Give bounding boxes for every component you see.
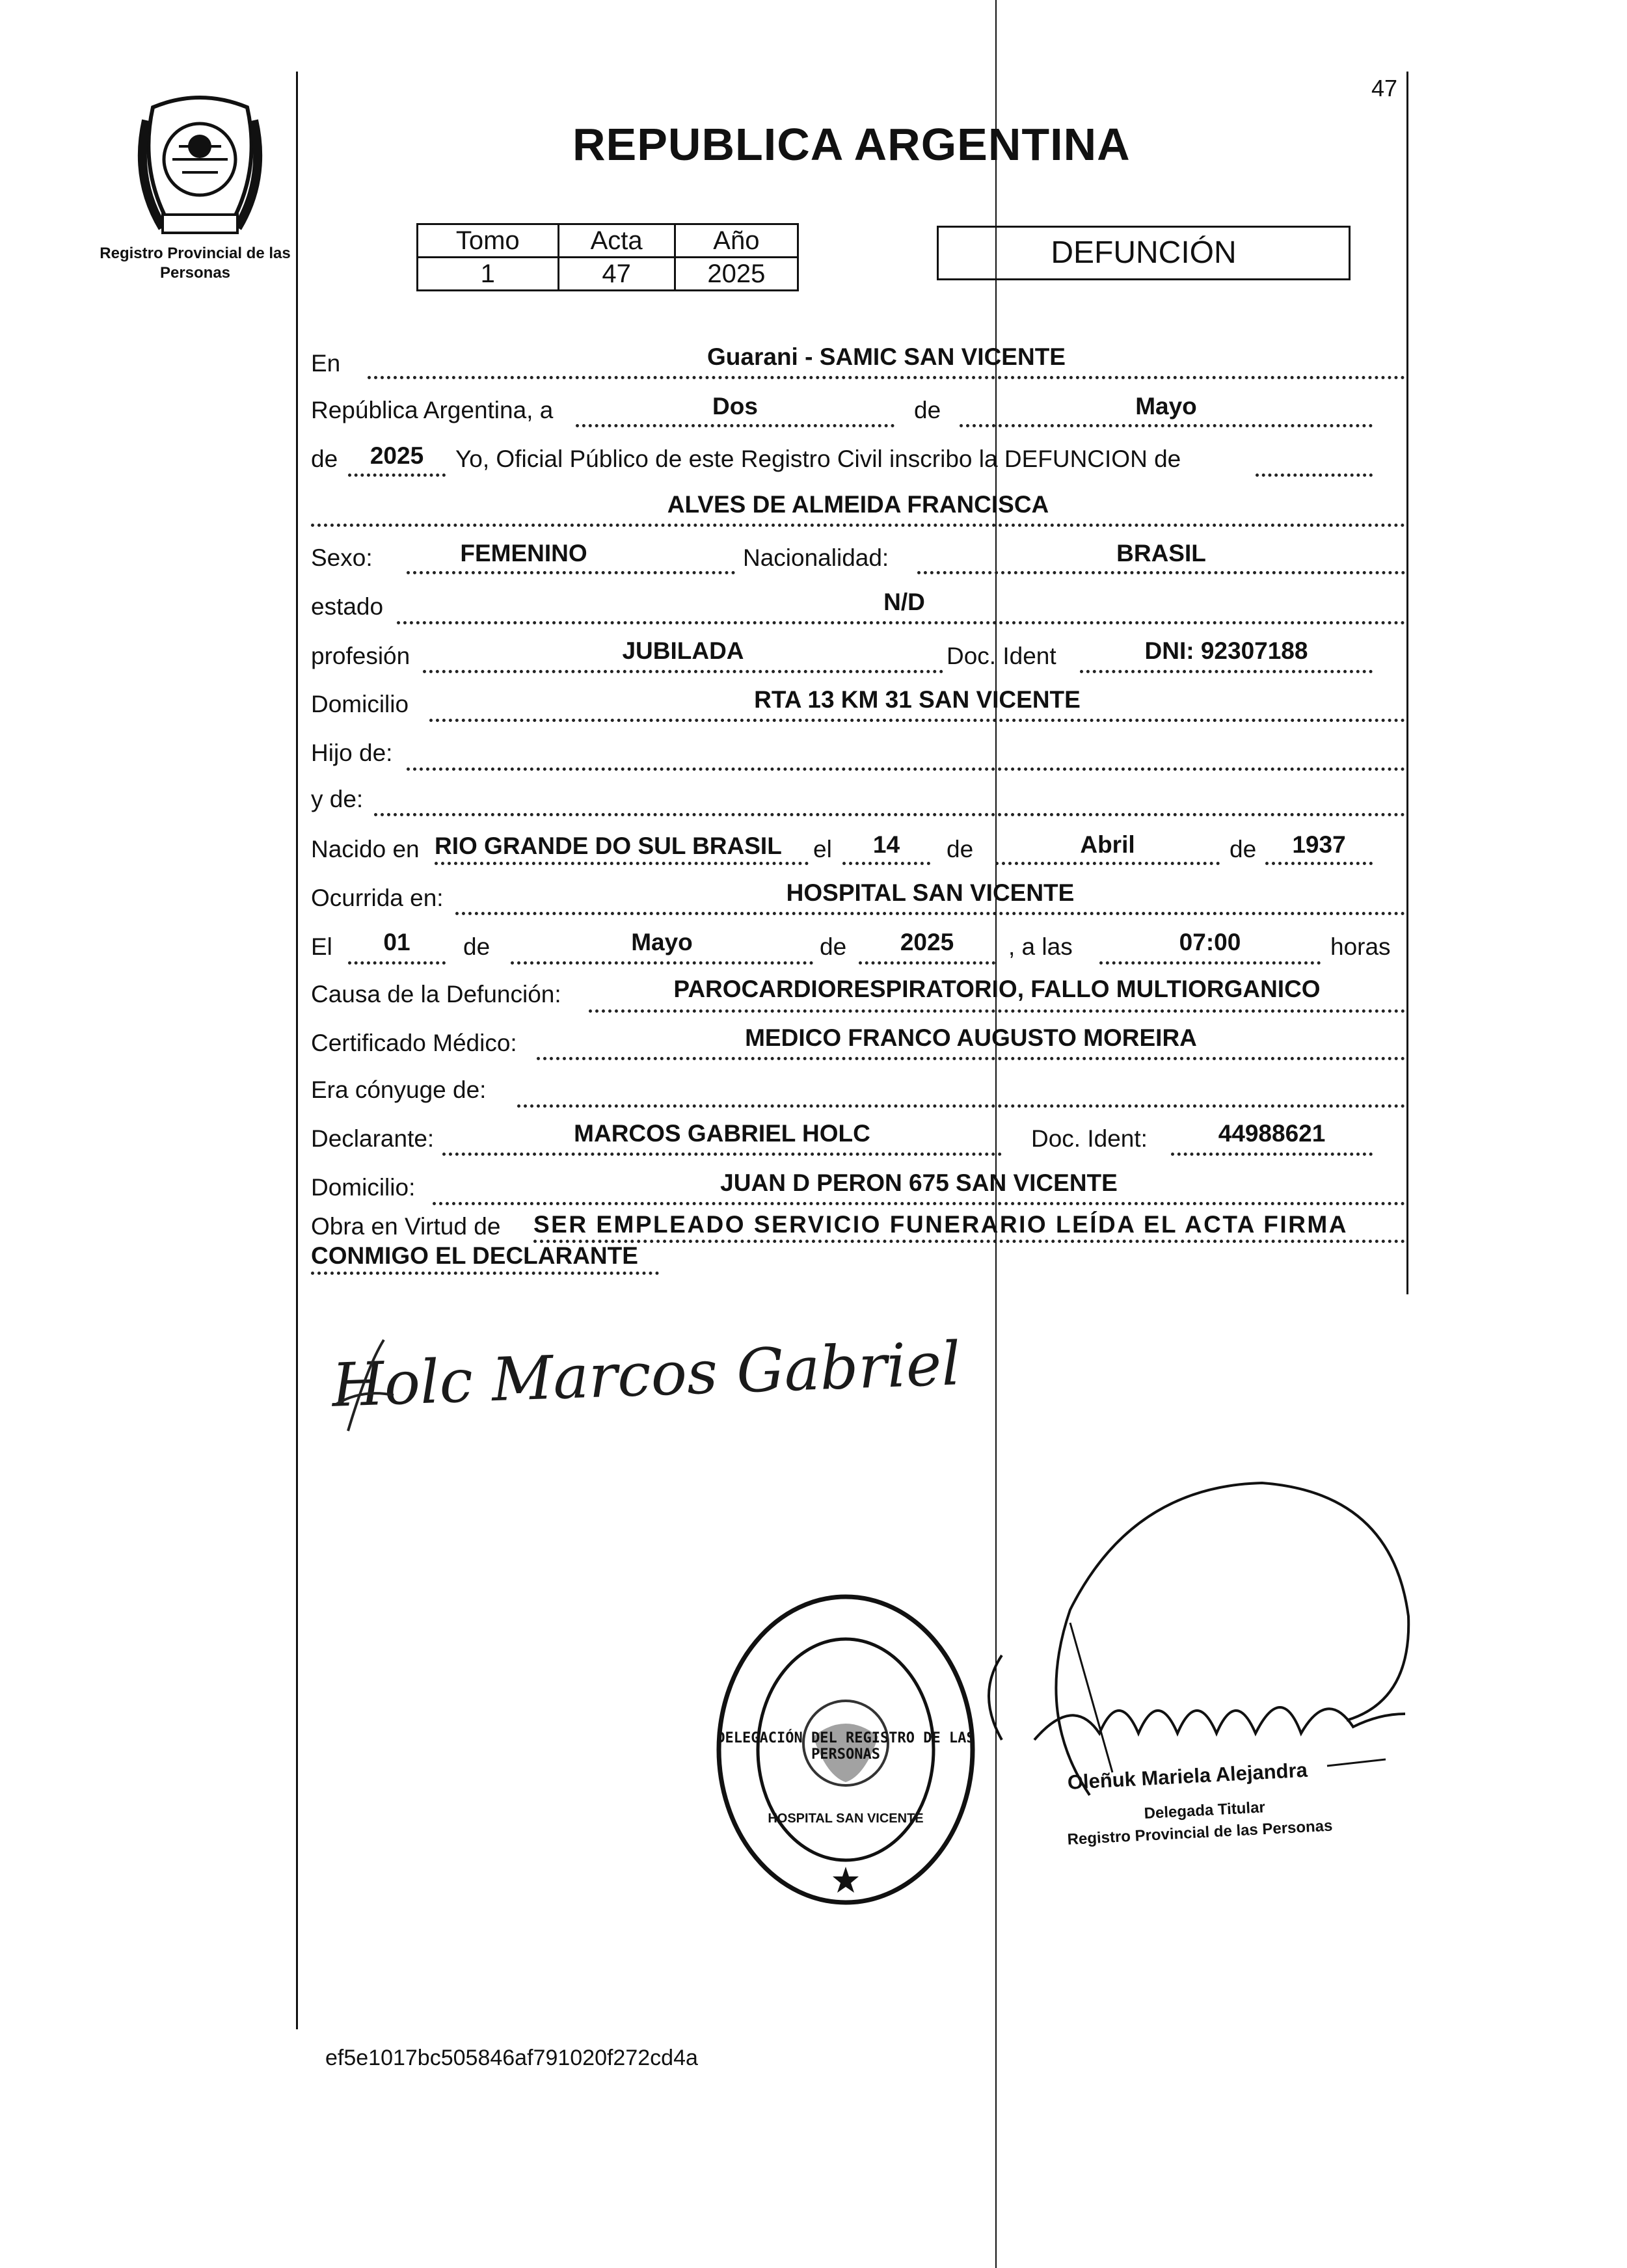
muerte-mes-line: [511, 961, 813, 965]
anio-value: 2025: [370, 442, 424, 469]
nombre-value: ALVES DE ALMEIDA FRANCISCA: [667, 491, 1049, 518]
muerte-dia-line: [348, 961, 446, 965]
doc-value: DNI: 92307188: [1144, 637, 1308, 664]
hora-value: 07:00: [1179, 929, 1241, 955]
declarante-line: [442, 1153, 1002, 1156]
declarante-label: Declarante:: [311, 1125, 435, 1152]
nacionalidad-label: Nacionalidad:: [743, 544, 889, 571]
muerte-mes: Mayo: [631, 929, 693, 955]
republica-label: República Argentina, a: [311, 397, 554, 423]
obra-value-line1: SER EMPLEADO SERVICIO FUNERARIO LEÍDA EL ACTA FIRMA: [533, 1211, 1348, 1238]
stamp-outer-text: DELEGACIÓN DEL REGISTRO DE LAS PERSONAS: [716, 1730, 975, 1763]
decl-domicilio-value: JUAN D PERON 675 SAN VICENTE: [720, 1169, 1118, 1196]
page-title: REPUBLICA ARGENTINA: [572, 119, 1131, 170]
hora-line: [1099, 961, 1321, 965]
dia-value: Dos: [712, 393, 758, 420]
certificado-label: Certificado Médico:: [311, 1030, 517, 1056]
nacido-mes: Abril: [1080, 831, 1135, 858]
profesion-line: [423, 670, 943, 673]
y-line: [374, 813, 1405, 816]
estado-line: [397, 621, 1405, 624]
nacido-anio-line: [1265, 862, 1373, 865]
nacido-lugar: RIO GRANDE DO SUL BRASIL: [435, 833, 782, 859]
document-hash: ef5e1017bc505846af791020f272cd4a: [325, 2046, 698, 2070]
horas-label: horas: [1330, 933, 1391, 960]
sexo-label: Sexo:: [311, 544, 373, 571]
official-stamp: [709, 1587, 982, 1912]
ocurrida-line: [455, 912, 1405, 915]
nacionalidad-line: [917, 571, 1405, 574]
nacido-dia: 14: [872, 831, 900, 858]
en-line: [368, 376, 1405, 379]
stamp-inner-text: HOSPITAL SAN VICENTE: [768, 1811, 924, 1826]
profesion-label: profesión: [311, 643, 410, 669]
declarant-signature-strokes: [322, 1327, 842, 1457]
causa-label: Causa de la Defunción:: [311, 981, 561, 1007]
registry-label: Registro Provincial de las Personas: [100, 245, 291, 282]
estado-label: estado: [311, 593, 384, 620]
nacido-label: Nacido en: [311, 836, 420, 862]
decl-doc-line: [1171, 1153, 1373, 1156]
doc-line: [1080, 670, 1373, 673]
nombre-line: [311, 524, 1405, 527]
provincial-seal: [127, 81, 273, 250]
de-label-3: de: [947, 836, 974, 862]
certificado-value: MEDICO FRANCO AUGUSTO MOREIRA: [745, 1024, 1197, 1051]
muerte-anio: 2025: [900, 929, 954, 955]
muerte-anio-line: [859, 961, 995, 965]
decl-doc-value: 44988621: [1218, 1120, 1326, 1147]
obra-line-2: [311, 1272, 659, 1275]
ocurrida-label: Ocurrida en:: [311, 885, 444, 911]
declarante-value: MARCOS GABRIEL HOLC: [574, 1120, 870, 1147]
obra-value-line2: CONMIGO EL DECLARANTE: [311, 1242, 638, 1269]
hijo-label: Hijo de:: [311, 740, 393, 766]
inscription-line: [1256, 474, 1373, 477]
official-role: Delegada Titular: [1144, 1798, 1266, 1822]
seal-icon: [127, 81, 273, 250]
decl-domicilio-label: Domicilio:: [311, 1174, 416, 1201]
official-name: Oleñuk Mariela Alejandra: [1067, 1758, 1308, 1794]
obra-label: Obra en Virtud de: [311, 1213, 501, 1240]
de-label-1: de: [914, 397, 941, 423]
col-tomo: Tomo: [418, 224, 559, 258]
record-type-box: [937, 226, 1351, 280]
acta-value: 47: [558, 258, 675, 291]
inscription-text: Yo, Oficial Público de este Registro Civil inscribo la DEFUNCION de: [455, 446, 1181, 472]
en-value: Guarani - SAMIC SAN VICENTE: [707, 343, 1066, 370]
obra-line-1: [533, 1240, 1405, 1243]
left-margin-line: [296, 72, 298, 2029]
decl-domicilio-line: [433, 1202, 1405, 1205]
page-number: 47: [1371, 75, 1398, 101]
alas-label: , a las: [1008, 933, 1073, 960]
de-label-4: de: [1230, 836, 1257, 862]
muerte-dia: 01: [383, 929, 410, 955]
causa-line: [589, 1009, 1405, 1013]
de-label-2: de: [311, 446, 338, 472]
mes-value: Mayo: [1135, 393, 1197, 420]
declarant-signature: Holc Marcos Gabriel: [330, 1329, 962, 1421]
nacido-lugar-line: [435, 862, 809, 865]
conyuge-line: [517, 1104, 1405, 1108]
domicilio-line: [429, 719, 1405, 722]
el-label: el: [813, 836, 832, 862]
profesion-value: JUBILADA: [622, 637, 744, 664]
estado-value: N/D: [883, 589, 925, 615]
record-table: [416, 223, 799, 291]
y-label: y de:: [311, 786, 364, 812]
dia-line: [576, 424, 894, 427]
causa-value: PAROCARDIORESPIRATORIO, FALLO MULTIORGANICO: [673, 976, 1321, 1002]
record-type: DEFUNCIÓN: [1051, 235, 1237, 270]
nacido-mes-line: [995, 862, 1220, 865]
de-label-6: de: [820, 933, 847, 960]
mes-line: [960, 424, 1373, 427]
official-org: Registro Provincial de las Personas: [1067, 1817, 1334, 1848]
ocurrida-value: HOSPITAL SAN VICENTE: [786, 879, 1075, 906]
tomo-value: 1: [418, 258, 559, 291]
hijo-line: [407, 767, 1405, 771]
domicilio-label: Domicilio: [311, 691, 409, 717]
nacido-dia-line: [842, 862, 930, 865]
domicilio-value: RTA 13 KM 31 SAN VICENTE: [754, 686, 1081, 713]
decl-doc-label: Doc. Ident:: [1031, 1125, 1148, 1152]
certificado-line: [537, 1057, 1405, 1060]
doc-label: Doc. Ident: [947, 643, 1056, 669]
de-label-5: de: [463, 933, 491, 960]
nacido-anio: 1937: [1292, 831, 1346, 858]
col-anio: Año: [675, 224, 798, 258]
en-label: En: [311, 350, 341, 377]
el-cap-label: El: [311, 933, 332, 960]
conyuge-label: Era cónyuge de:: [311, 1076, 487, 1103]
right-margin-line: [1406, 72, 1408, 1294]
sexo-line: [407, 571, 735, 574]
nacionalidad-value: BRASIL: [1116, 540, 1206, 567]
col-acta: Acta: [558, 224, 675, 258]
anio-value: 2025: [675, 258, 798, 291]
sexo-value: FEMENINO: [460, 540, 587, 567]
anio-line: [348, 474, 446, 477]
